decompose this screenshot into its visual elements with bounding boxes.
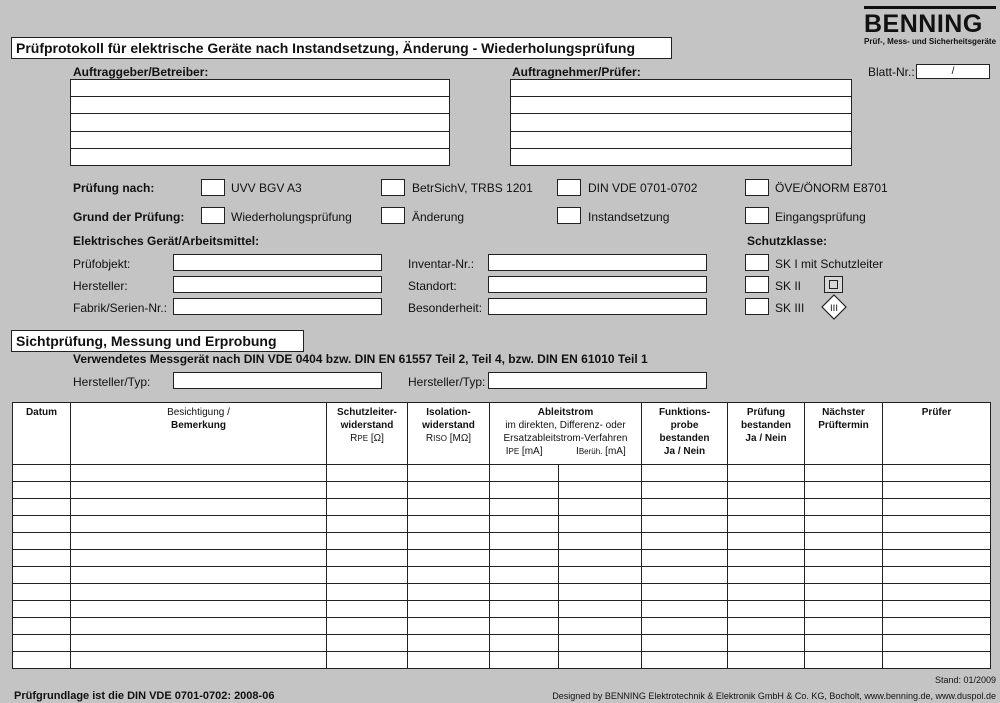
- table-cell[interactable]: [883, 499, 991, 516]
- table-cell[interactable]: [728, 652, 805, 669]
- designed-by-text: Designed by BENNING Elektrotechnik & Elektronik GmbH & Co. KG, Bocholt, www.benning.de, www.duspol.de: [552, 691, 996, 701]
- special-field[interactable]: [488, 298, 707, 315]
- table-header-row: [13, 403, 991, 465]
- table-cell[interactable]: [13, 499, 71, 516]
- table-cell[interactable]: [883, 516, 991, 533]
- table-cell[interactable]: [490, 516, 559, 533]
- table-cell[interactable]: [408, 516, 490, 533]
- checkbox-incoming[interactable]: [745, 207, 769, 224]
- table-cell[interactable]: [71, 584, 327, 601]
- table-cell[interactable]: [490, 465, 559, 482]
- header-pe-resistance: Schutzleiter- widerstand RPE [Ω]: [327, 403, 408, 465]
- stand-date: Stand: 01/2009: [934, 675, 996, 685]
- table-cell[interactable]: [883, 652, 991, 669]
- section-title-inspection: Sichtprüfung, Messung und Erprobung: [11, 330, 304, 352]
- client-label: Auftraggeber/Betreiber:: [73, 65, 209, 79]
- table-cell[interactable]: [490, 499, 559, 516]
- table-row: [13, 635, 991, 652]
- table-cell[interactable]: [642, 652, 728, 669]
- checkbox-betrsichv[interactable]: [381, 179, 405, 196]
- sheet-number-label: Blatt-Nr.:: [868, 65, 915, 79]
- table-cell[interactable]: [883, 482, 991, 499]
- logo-tagline: Prüf-, Mess- und Sicherheitsgeräte: [864, 37, 997, 46]
- table-cell[interactable]: [327, 533, 408, 550]
- table-cell[interactable]: [642, 584, 728, 601]
- table-cell[interactable]: [805, 550, 883, 567]
- table-cell[interactable]: [805, 533, 883, 550]
- table-cell[interactable]: [490, 482, 559, 499]
- option-repair: Instandsetzung: [588, 210, 670, 224]
- table-cell[interactable]: [327, 482, 408, 499]
- table-cell[interactable]: [490, 635, 559, 652]
- table-cell[interactable]: [805, 652, 883, 669]
- table-row: [13, 499, 991, 516]
- table-cell[interactable]: [408, 550, 490, 567]
- manufacturer-label: Hersteller:: [73, 279, 128, 293]
- page-title: Prüfprotokoll für elektrische Geräte nach Instandsetzung, Änderung - Wiederholungsprüfung: [11, 37, 672, 59]
- table-row: [13, 533, 991, 550]
- table-cell[interactable]: [13, 550, 71, 567]
- header-date: Datum: [13, 403, 71, 465]
- location-field[interactable]: [488, 276, 707, 293]
- table-cell[interactable]: [13, 601, 71, 618]
- table-cell[interactable]: [71, 635, 327, 652]
- table-row: [13, 516, 991, 533]
- header-leakage-current: Ableitstrom im direkten, Differenz- oder Ersatzableitstrom-Verfahren IPE [mA] IBerüh. [mA]: [490, 403, 642, 465]
- table-cell[interactable]: [71, 550, 327, 567]
- checkbox-change[interactable]: [381, 207, 405, 224]
- sk2-symbol-icon: [824, 276, 843, 293]
- table-cell[interactable]: [883, 567, 991, 584]
- table-cell[interactable]: [408, 635, 490, 652]
- table-cell[interactable]: [559, 584, 642, 601]
- table-cell[interactable]: [728, 601, 805, 618]
- table-cell[interactable]: [327, 550, 408, 567]
- table-cell[interactable]: [71, 618, 327, 635]
- sk3-symbol-icon: [821, 294, 847, 320]
- table-cell[interactable]: [559, 465, 642, 482]
- table-cell[interactable]: [805, 482, 883, 499]
- table-cell[interactable]: [408, 618, 490, 635]
- table-cell[interactable]: [71, 482, 327, 499]
- sk3-symbol-text: III: [830, 304, 838, 314]
- table-row: [13, 601, 991, 618]
- table-cell[interactable]: [728, 550, 805, 567]
- table-cell[interactable]: [13, 533, 71, 550]
- table-cell[interactable]: [327, 635, 408, 652]
- checkbox-repeat-test[interactable]: [201, 207, 225, 224]
- table-cell[interactable]: [883, 533, 991, 550]
- table-cell[interactable]: [13, 482, 71, 499]
- device-heading: Elektrisches Gerät/Arbeitsmittel:: [73, 234, 260, 248]
- table-body: [13, 465, 991, 669]
- table-row: [13, 482, 991, 499]
- manufacturer-field[interactable]: [173, 276, 382, 293]
- serial-label: Fabrik/Serien-Nr.:: [73, 301, 168, 315]
- table-cell[interactable]: [805, 516, 883, 533]
- option-change: Änderung: [412, 210, 465, 224]
- instrument-text: Verwendetes Messgerät nach DIN VDE 0404 bzw. DIN EN 61557 Teil 2, Teil 4, bzw. DIN EN 61010 Teil 1: [73, 352, 648, 366]
- table-cell[interactable]: [71, 499, 327, 516]
- location-label: Standort:: [408, 279, 457, 293]
- table-cell[interactable]: [559, 618, 642, 635]
- table-row: [13, 567, 991, 584]
- instrument-manufacturer-label-2: Hersteller/Typ:: [408, 375, 486, 389]
- checkbox-repair[interactable]: [557, 207, 581, 224]
- table-cell[interactable]: [13, 635, 71, 652]
- table-cell[interactable]: [327, 618, 408, 635]
- table-cell[interactable]: [728, 584, 805, 601]
- reason-label: Grund der Prüfung:: [73, 210, 185, 224]
- table-cell[interactable]: [883, 618, 991, 635]
- checkbox-sk1[interactable]: [745, 254, 769, 271]
- table-cell[interactable]: [642, 516, 728, 533]
- table-cell[interactable]: [883, 465, 991, 482]
- table-cell[interactable]: [327, 567, 408, 584]
- table-cell[interactable]: [490, 567, 559, 584]
- table-cell[interactable]: [327, 601, 408, 618]
- table-cell[interactable]: [728, 533, 805, 550]
- table-cell[interactable]: [883, 550, 991, 567]
- table-cell[interactable]: [71, 567, 327, 584]
- checkbox-din-vde[interactable]: [557, 179, 581, 196]
- checkbox-sk3[interactable]: [745, 298, 769, 315]
- table-cell[interactable]: [490, 584, 559, 601]
- option-uvv: UVV BGV A3: [231, 181, 302, 195]
- sk1-label: SK I mit Schutzleiter: [775, 257, 884, 271]
- checkbox-uvv[interactable]: [201, 179, 225, 196]
- table-cell[interactable]: [490, 533, 559, 550]
- benning-logo: [864, 6, 996, 46]
- header-function-test: Funktions- probe bestanden Ja / Nein: [642, 403, 728, 465]
- header-inspection: Besichtigung / Bemerkung: [71, 403, 327, 465]
- contractor-field[interactable]: [510, 79, 852, 166]
- table-cell[interactable]: [805, 499, 883, 516]
- table-cell[interactable]: [883, 635, 991, 652]
- table-cell[interactable]: [408, 499, 490, 516]
- test-object-field[interactable]: [173, 254, 382, 271]
- table-row: [13, 465, 991, 482]
- table-cell[interactable]: [728, 567, 805, 584]
- inventory-label: Inventar-Nr.:: [408, 257, 475, 271]
- table-cell[interactable]: [642, 550, 728, 567]
- table-cell[interactable]: [559, 533, 642, 550]
- table-cell[interactable]: [642, 635, 728, 652]
- table-cell[interactable]: [327, 584, 408, 601]
- table-cell[interactable]: [13, 516, 71, 533]
- table-cell[interactable]: [642, 618, 728, 635]
- table-cell[interactable]: [805, 567, 883, 584]
- table-row: [13, 584, 991, 601]
- table-cell[interactable]: [71, 516, 327, 533]
- checkbox-sk2[interactable]: [745, 276, 769, 293]
- table-cell[interactable]: [13, 567, 71, 584]
- table-row: [13, 652, 991, 669]
- inventory-field[interactable]: [488, 254, 707, 271]
- table-cell[interactable]: [642, 482, 728, 499]
- table-cell[interactable]: [13, 584, 71, 601]
- table-cell[interactable]: [805, 465, 883, 482]
- table-cell[interactable]: [71, 601, 327, 618]
- contractor-label: Auftragnehmer/Prüfer:: [512, 65, 641, 79]
- results-table: [12, 402, 991, 669]
- basis-text: Prüfgrundlage ist die DIN VDE 0701-0702: 2008-06: [14, 690, 275, 702]
- table-cell[interactable]: [559, 550, 642, 567]
- table-cell[interactable]: [728, 499, 805, 516]
- protection-heading: Schutzklasse:: [747, 234, 828, 248]
- table-cell[interactable]: [408, 652, 490, 669]
- table-cell[interactable]: [71, 652, 327, 669]
- table-cell[interactable]: [408, 584, 490, 601]
- instrument-manufacturer-field-1[interactable]: [173, 372, 382, 389]
- header-test-passed: Prüfung bestanden Ja / Nein: [728, 403, 805, 465]
- table-cell[interactable]: [490, 550, 559, 567]
- table-cell[interactable]: [642, 601, 728, 618]
- table-cell[interactable]: [490, 601, 559, 618]
- table-cell[interactable]: [490, 652, 559, 669]
- table-cell[interactable]: [883, 584, 991, 601]
- table-cell[interactable]: [559, 516, 642, 533]
- option-repeat-test: Wiederholungsprüfung: [231, 210, 352, 224]
- table-cell[interactable]: [559, 635, 642, 652]
- table-cell[interactable]: [13, 618, 71, 635]
- table-cell[interactable]: [642, 533, 728, 550]
- table-cell[interactable]: [559, 482, 642, 499]
- table-cell[interactable]: [728, 482, 805, 499]
- table-cell[interactable]: [642, 499, 728, 516]
- table-cell[interactable]: [408, 482, 490, 499]
- table-cell[interactable]: [728, 618, 805, 635]
- table-cell[interactable]: [559, 652, 642, 669]
- table-cell[interactable]: [71, 465, 327, 482]
- header-iso-resistance: Isolation- widerstand RISO [MΩ]: [408, 403, 490, 465]
- table-cell[interactable]: [805, 635, 883, 652]
- table-cell[interactable]: [408, 533, 490, 550]
- table-cell[interactable]: [327, 465, 408, 482]
- table-cell[interactable]: [728, 516, 805, 533]
- table-row: [13, 550, 991, 567]
- table-cell[interactable]: [13, 652, 71, 669]
- table-cell[interactable]: [408, 601, 490, 618]
- table-cell[interactable]: [490, 618, 559, 635]
- sheet-number-field[interactable]: /: [916, 64, 990, 79]
- table-cell[interactable]: [642, 465, 728, 482]
- option-ove: ÖVE/ÖNORM E8701: [775, 181, 888, 195]
- table-cell[interactable]: [559, 499, 642, 516]
- test-by-label: Prüfung nach:: [73, 181, 155, 195]
- instrument-manufacturer-label-1: Hersteller/Typ:: [73, 375, 151, 389]
- table-cell[interactable]: [408, 567, 490, 584]
- table-cell[interactable]: [728, 635, 805, 652]
- table-cell[interactable]: [327, 652, 408, 669]
- checkbox-ove[interactable]: [745, 179, 769, 196]
- serial-field[interactable]: [173, 298, 382, 315]
- table-cell[interactable]: [327, 499, 408, 516]
- table-cell[interactable]: [805, 601, 883, 618]
- option-incoming: Eingangsprüfung: [775, 210, 866, 224]
- table-cell[interactable]: [327, 516, 408, 533]
- table-cell[interactable]: [408, 465, 490, 482]
- header-next-test-date: Nächster Prüftermin: [805, 403, 883, 465]
- test-object-label: Prüfobjekt:: [73, 257, 131, 271]
- option-betrsichv: BetrSichV, TRBS 1201: [412, 181, 533, 195]
- table-row: [13, 618, 991, 635]
- table-cell[interactable]: [642, 567, 728, 584]
- client-field[interactable]: [70, 79, 450, 166]
- header-tester: Prüfer: [883, 403, 991, 465]
- table-cell[interactable]: [13, 465, 71, 482]
- sk2-label: SK II: [775, 279, 802, 293]
- table-cell[interactable]: [805, 584, 883, 601]
- table-cell[interactable]: [805, 618, 883, 635]
- table-cell[interactable]: [883, 601, 991, 618]
- table-cell[interactable]: [559, 567, 642, 584]
- logo-brand: BENNING: [864, 6, 996, 37]
- table-cell[interactable]: [559, 601, 642, 618]
- sk3-label: SK III: [775, 301, 805, 315]
- special-label: Besonderheit:: [408, 301, 483, 315]
- option-din-vde: DIN VDE 0701-0702: [588, 181, 698, 195]
- table-cell[interactable]: [728, 465, 805, 482]
- instrument-manufacturer-field-2[interactable]: [488, 372, 707, 389]
- table-cell[interactable]: [71, 533, 327, 550]
